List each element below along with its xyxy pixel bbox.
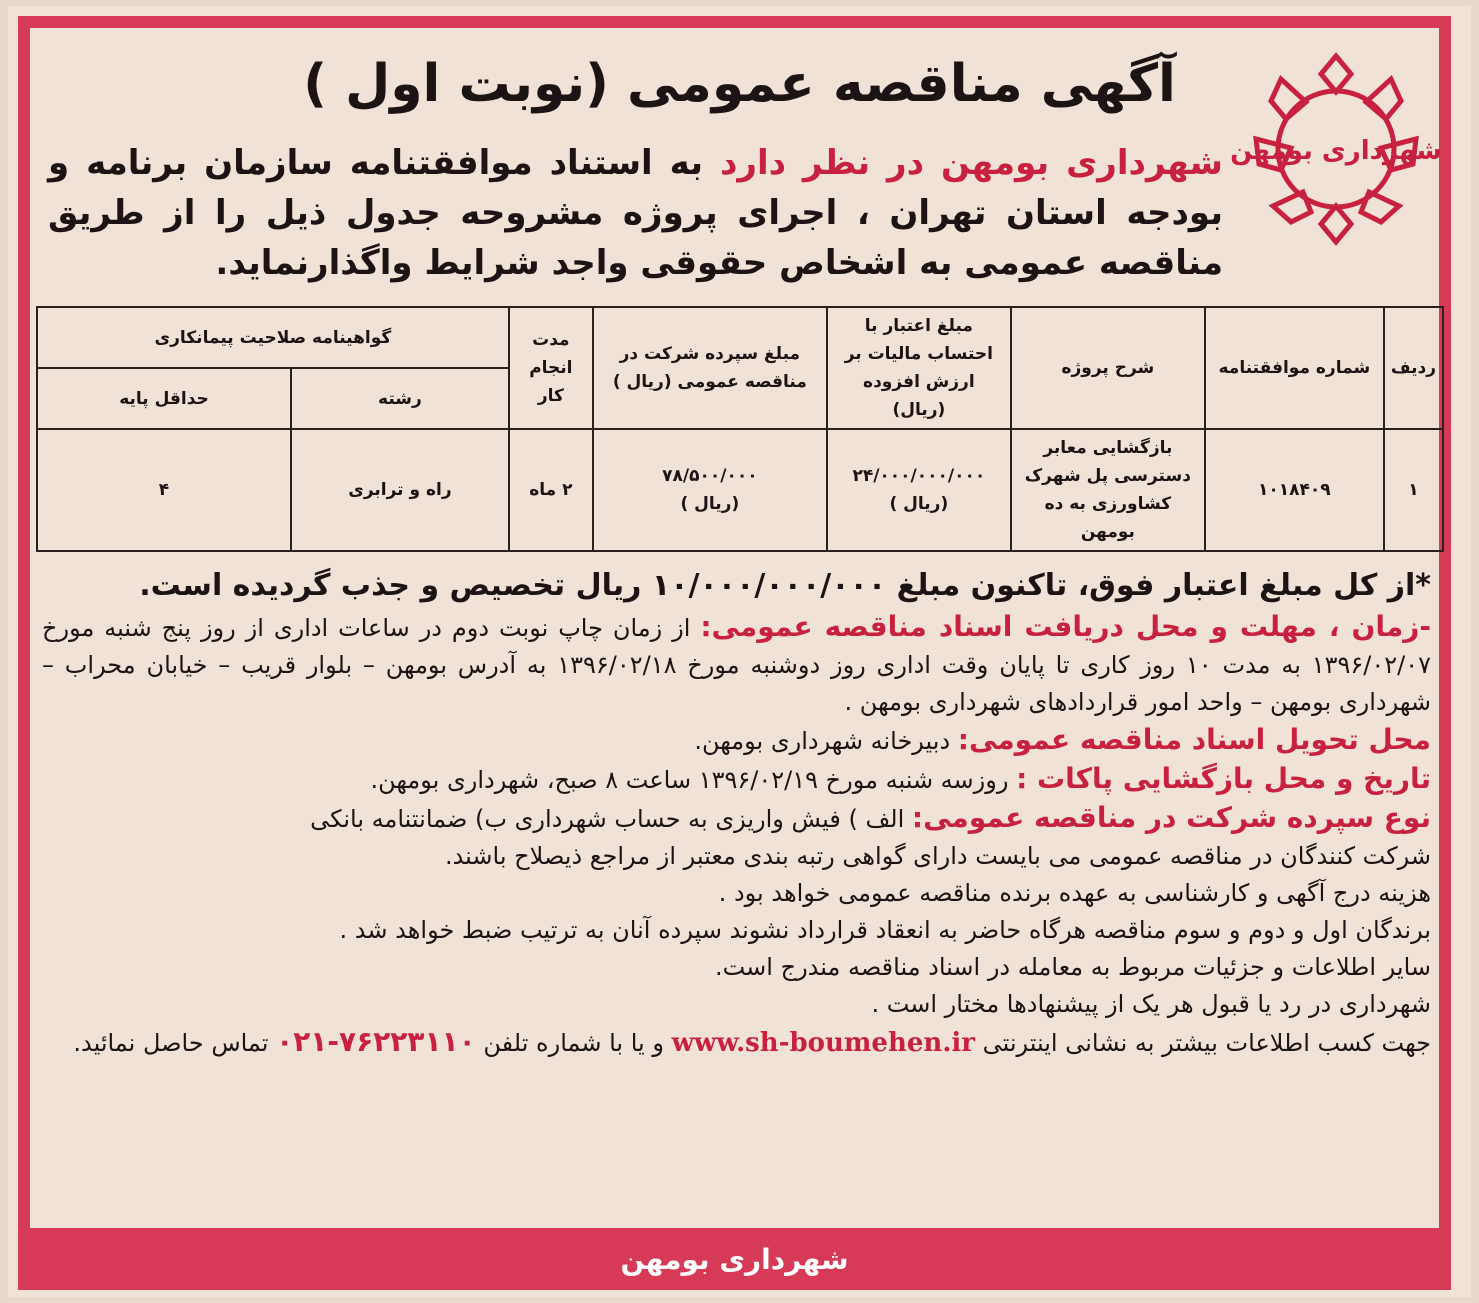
- delivery-text: دبیرخانه شهرداری بومهن.: [694, 727, 958, 755]
- cell-field: راه و ترابری: [291, 429, 509, 551]
- table-row: [37, 429, 1443, 551]
- header-credit: مبلغ اعتبار با احتساب مالیات بر ارزش افزوده (ریال): [827, 307, 1011, 429]
- footer-bar: [18, 1228, 1451, 1290]
- intro-rest: به استناد موافقتنامه سازمان برنامه و بودجه استان تهران ، اجرای پروژه مشروحه جدول ذیل را از طریق مناقصه عمومی به اشخاص حقوقی واجد شرایط واگذارنماید.: [48, 143, 1223, 283]
- project-table: [36, 306, 1444, 552]
- cell-min-grade: ۴: [37, 429, 291, 551]
- contact-paragraph: [42, 1023, 1431, 1062]
- deposit-unit: (ریال ): [680, 494, 740, 514]
- svg-text:شهرداری بومهن: شهرداری بومهن: [1230, 136, 1442, 166]
- table-header-row: [37, 307, 1443, 368]
- rule-line-2: هزینه درج آگهی و کارشناسی به عهده برنده مناقصه عمومی خواهد بود .: [718, 879, 1431, 907]
- cell-description: بازگشایی معابر دسترسی پل شهرک کشاورزی به ده بومهن: [1011, 429, 1205, 551]
- header-duration: مدت انجام کار: [509, 307, 593, 429]
- website-link[interactable]: www.sh-boumehen.ir: [671, 1028, 975, 1058]
- phone-number: ۰۲۱-۷۶۲۲۳۱۱۰: [276, 1025, 476, 1058]
- opening-text: روزسه شنبه مورخ ۱۳۹۶/۰۲/۱۹ ساعت ۸ صبح، شهرداری بومهن.: [370, 766, 1017, 794]
- docs-text: از زمان چاپ نوبت دوم در ساعات اداری از روز پنج شنبه مورخ ۱۳۹۶/۰۲/۰۷ به مدت ۱۰ روز کاری تا پایان وقت اداری روز دوشنبه مورخ ۱۳۹۶/۰۲/۱۸ به آدرس بومهن – بلوار قریب – خیابان محراب – شهرداری بومهن – واحد امور قراردادهای شهرداری بومهن .: [42, 614, 1431, 716]
- deposit-value: ۷۸/۵۰۰/۰۰۰: [662, 466, 758, 486]
- contact-mid: و یا با شماره تلفن: [475, 1029, 672, 1057]
- header-agreement-no: شماره موافقتنامه: [1205, 307, 1384, 429]
- notice-body: [42, 564, 1431, 1062]
- opening-heading: تاریخ و محل بازگشایی پاکات :: [1016, 762, 1431, 795]
- delivery-paragraph: [42, 721, 1431, 760]
- rule-line-1: شرکت کنندگان در مناقصه عمومی می بایست دارای گواهی رتبه بندی معتبر از مراجع ذیصلاح باشند.: [444, 842, 1431, 870]
- header-description: شرح پروژه: [1011, 307, 1205, 429]
- cell-duration: ۲ ماه: [509, 429, 593, 551]
- delivery-heading: محل تحویل اسناد مناقصه عمومی:: [957, 723, 1431, 756]
- header-field: رشته: [291, 368, 509, 429]
- deposit-text: الف ) فیش واریزی به حساب شهرداری ب) ضمانتنامه بانکی: [310, 805, 912, 833]
- deposit-paragraph: [42, 799, 1431, 838]
- notice-page: [8, 6, 1471, 1297]
- page-title: آگهی مناقصه عمومی (نوبت اول ): [303, 54, 1176, 114]
- municipality-logo: [1230, 44, 1442, 254]
- header-certificate: گواهینامه صلاحیت پیمانکاری: [37, 307, 509, 368]
- rule-line-4: سایر اطلاعات و جزئیات مربوط به معامله در اسناد مناقصه مندرج است.: [714, 953, 1431, 981]
- deposit-heading: نوع سپرده شرکت در مناقصه عمومی:: [911, 801, 1431, 834]
- logo-emblem-icon: [1230, 44, 1442, 254]
- header-min-grade: حداقل پایه: [37, 368, 291, 429]
- docs-heading: -زمان ، مهلت و محل دریافت اسناد مناقصه عمومی:: [700, 610, 1431, 643]
- cell-agreement-no: ۱۰۱۸۴۰۹: [1205, 429, 1384, 551]
- intro-paragraph: [48, 138, 1223, 288]
- footer-text: شهرداری بومهن: [620, 1242, 849, 1276]
- cell-row-no: ۱: [1384, 429, 1443, 551]
- docs-paragraph: [42, 608, 1431, 721]
- cell-deposit: [593, 429, 827, 551]
- contact-post: تماس حاصل نمائید.: [73, 1029, 277, 1057]
- header-deposit: مبلغ سپرده شرکت در مناقصه عمومی (ریال ): [593, 307, 827, 429]
- credit-value: ۲۴/۰۰۰/۰۰۰/۰۰۰: [852, 466, 986, 486]
- opening-paragraph: [42, 760, 1431, 799]
- rule-line-3: برندگان اول و دوم و سوم مناقصه هرگاه حاضر به انعقاد قرارداد نشوند سپرده آنان به ترتیب ضبط خواهد شد .: [339, 916, 1431, 944]
- allocation-line: *از کل مبلغ اعتبار فوق، تاکنون مبلغ ۱۰/۰۰۰/۰۰۰/۰۰۰ ریال تخصیص و جذب گردیده است.: [139, 568, 1431, 603]
- header-row-no: ردیف: [1384, 307, 1443, 429]
- rule-line-5: شهرداری در رد یا قبول هر یک از پیشنهادها مختار است .: [871, 990, 1431, 1018]
- credit-unit: (ریال ): [889, 494, 949, 514]
- intro-red: شهرداری بومهن در نظر دارد: [719, 143, 1223, 183]
- contact-pre: جهت کسب اطلاعات بیشتر به نشانی اینترنتی: [974, 1029, 1431, 1057]
- cell-credit: [827, 429, 1011, 551]
